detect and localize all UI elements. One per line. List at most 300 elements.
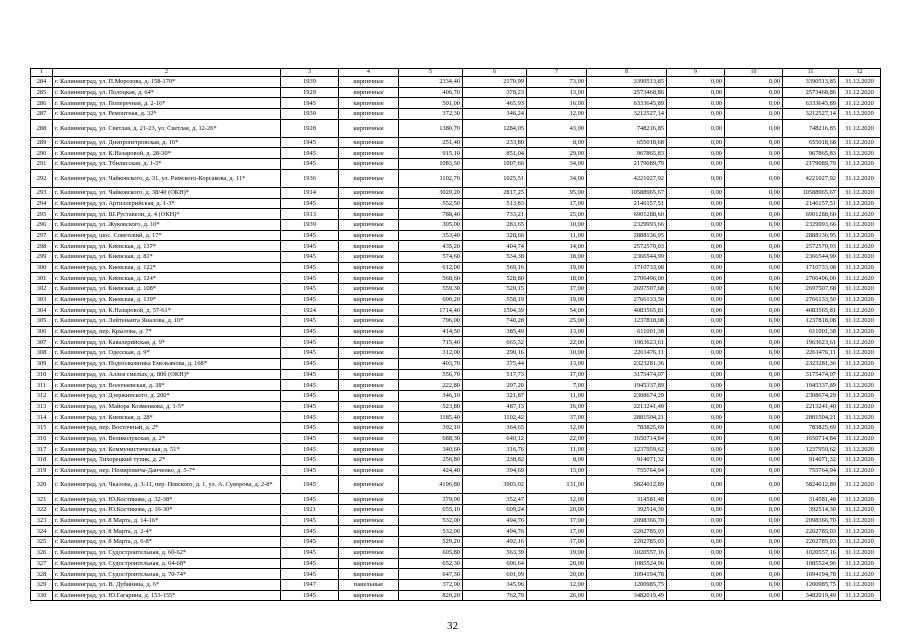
cost-col10-cell: 0,00 <box>725 537 783 548</box>
cost-col7-cell: 17,00 <box>527 537 587 548</box>
cost-col9-cell: 0,00 <box>667 465 725 476</box>
living-area-cell: 528,80 <box>463 273 527 284</box>
living-area-cell: 534,38 <box>463 251 527 262</box>
row-number-cell: 314 <box>31 412 53 423</box>
cost-col8-cell: 6333645,89 <box>587 98 667 109</box>
table-row <box>31 262 881 273</box>
cost-col11-cell: 2323281,36 <box>783 358 839 369</box>
cost-col8-cell: 2202785,03 <box>587 526 667 537</box>
living-area-cell: 665,32 <box>463 337 527 348</box>
header-cell: 3 <box>281 69 339 77</box>
wall-material-cell: кирпичные <box>339 348 399 359</box>
address-cell: г. Калининград, ул. 8 Марта, д. 2-4* <box>53 526 281 537</box>
build-year-cell: 1945 <box>281 526 339 537</box>
cost-col7-cell: 12,00 <box>527 579 587 590</box>
living-area-cell: 346,24 <box>463 109 527 120</box>
deadline-date-cell: 31.12.2020 <box>839 401 881 412</box>
cost-col11-cell: 1094194,78 <box>783 569 839 580</box>
deadline-date-cell: 31.12.2020 <box>839 187 881 198</box>
table-row <box>31 230 881 241</box>
build-year-cell: 1945 <box>281 273 339 284</box>
row-number-cell: 319 <box>31 465 53 476</box>
table-row <box>31 251 881 262</box>
deadline-date-cell: 31.12.2020 <box>839 337 881 348</box>
cost-col11-cell: 1085524,96 <box>783 558 839 569</box>
address-cell: г. Калининград, ул. К.Назаровой, д. 28-30* <box>53 148 281 159</box>
wall-material-cell: кирпичные <box>339 305 399 316</box>
cost-col11-cell: 1710733,08 <box>783 262 839 273</box>
build-year-cell: 1930 <box>281 109 339 120</box>
living-area-cell: 640,12 <box>463 433 527 444</box>
wall-material-cell: кирпичные <box>339 494 399 505</box>
row-number-cell: 292 <box>31 169 53 187</box>
living-area-cell: 378,23 <box>463 87 527 98</box>
living-area-cell: 494,76 <box>463 526 527 537</box>
cost-col8-cell: 2213241,40 <box>587 401 667 412</box>
wall-material-cell: кирпичные <box>339 369 399 380</box>
living-area-cell: 1594,39 <box>463 305 527 316</box>
row-number-cell: 293 <box>31 187 53 198</box>
cost-col8-cell: 1094194,78 <box>587 569 667 580</box>
cost-col10-cell: 0,00 <box>725 494 783 505</box>
cost-col7-cell: 18,00 <box>527 251 587 262</box>
address-cell: г. Калининград, ул. Артиллерийская, д. 1-3* <box>53 198 281 209</box>
row-number-cell: 310 <box>31 369 53 380</box>
build-year-cell: 1945 <box>281 455 339 466</box>
deadline-date-cell: 31.12.2020 <box>839 148 881 159</box>
living-area-cell: 328,66 <box>463 230 527 241</box>
cost-col7-cell: 26,00 <box>527 590 587 601</box>
total-area-cell: 1380,70 <box>399 119 463 137</box>
living-area-cell: 3903,02 <box>463 476 527 494</box>
cost-col7-cell: 12,00 <box>527 494 587 505</box>
header-cell: 6 <box>463 69 527 77</box>
cost-col9-cell: 0,00 <box>667 380 725 391</box>
cost-col9-cell: 0,00 <box>667 590 725 601</box>
living-area-cell: 733,21 <box>463 209 527 220</box>
cost-col11-cell: 2261476,11 <box>783 348 839 359</box>
cost-col10-cell: 0,00 <box>725 455 783 466</box>
build-year-cell: 1945 <box>281 547 339 558</box>
build-year-cell: 1945 <box>281 230 339 241</box>
build-year-cell: 1945 <box>281 316 339 327</box>
register-table-container <box>30 68 880 601</box>
cost-col9-cell: 0,00 <box>667 505 725 516</box>
cost-col7-cell: 73,00 <box>527 77 587 88</box>
wall-material-cell: кирпичные <box>339 109 399 120</box>
cost-col11-cell: 2366544,99 <box>783 251 839 262</box>
table-row <box>31 109 881 120</box>
cost-col9-cell: 0,00 <box>667 369 725 380</box>
living-area-cell: 385,49 <box>463 326 527 337</box>
build-year-cell: 1929 <box>281 87 339 98</box>
living-area-cell: 563,39 <box>463 547 527 558</box>
cost-col7-cell: 20,00 <box>527 569 587 580</box>
deadline-date-cell: 31.12.2020 <box>839 390 881 401</box>
build-year-cell: 1945 <box>281 198 339 209</box>
cost-col8-cell: 2261476,11 <box>587 348 667 359</box>
address-cell: г. Калининград, ул. Майора Козменкова, д. 1-5* <box>53 401 281 412</box>
address-cell: г. Калининград, ул. Коммунистическая, д. 51* <box>53 444 281 455</box>
cost-col11-cell: 10588965,67 <box>783 187 839 198</box>
total-area-cell: 652,30 <box>399 558 463 569</box>
cost-col11-cell: 2146157,51 <box>783 198 839 209</box>
cost-col9-cell: 0,00 <box>667 348 725 359</box>
total-area-cell: 820,20 <box>399 590 463 601</box>
living-area-cell: 606,64 <box>463 558 527 569</box>
wall-material-cell: кирпичные <box>339 262 399 273</box>
cost-col9-cell: 0,00 <box>667 476 725 494</box>
address-cell: г. Калининград, пер. Немировича-Данченко, д. 5-7* <box>53 465 281 476</box>
living-area-cell: 1025,51 <box>463 169 527 187</box>
cost-col7-cell: 22,00 <box>527 337 587 348</box>
cost-col11-cell: 2573468,86 <box>783 87 839 98</box>
cost-col7-cell: 16,00 <box>527 401 587 412</box>
total-area-cell: 655,10 <box>399 505 463 516</box>
row-number-cell: 329 <box>31 579 53 590</box>
cost-col11-cell: 611001,38 <box>783 326 839 337</box>
build-year-cell: 1945 <box>281 590 339 601</box>
table-row <box>31 380 881 391</box>
deadline-date-cell: 31.12.2020 <box>839 526 881 537</box>
wall-material-cell: кирпичные <box>339 137 399 148</box>
cost-col7-cell: 13,00 <box>527 87 587 98</box>
row-number-cell: 296 <box>31 219 53 230</box>
wall-material-cell: панельные <box>339 579 399 590</box>
total-area-cell: 251,40 <box>399 137 463 148</box>
cost-col9-cell: 0,00 <box>667 137 725 148</box>
total-area-cell: 305,00 <box>399 219 463 230</box>
row-number-cell: 316 <box>31 433 53 444</box>
header-cell: 1 <box>31 69 53 77</box>
total-area-cell: 1102,70 <box>399 169 463 187</box>
address-cell: г. Калининград, ул. Ш.Руставели, д. 4 (ОКН)* <box>53 209 281 220</box>
table-row <box>31 412 881 423</box>
cost-col11-cell: 6901288,60 <box>783 209 839 220</box>
cost-col11-cell: 3175474,07 <box>783 369 839 380</box>
cost-col9-cell: 0,00 <box>667 273 725 284</box>
wall-material-cell: кирпичные <box>339 187 399 198</box>
total-area-cell: 222,80 <box>399 380 463 391</box>
build-year-cell: 1945 <box>281 390 339 401</box>
cost-col9-cell: 0,00 <box>667 569 725 580</box>
deadline-date-cell: 31.12.2020 <box>839 262 881 273</box>
deadline-date-cell: 31.12.2020 <box>839 109 881 120</box>
deadline-date-cell: 31.12.2020 <box>839 273 881 284</box>
cost-col9-cell: 0,00 <box>667 579 725 590</box>
cost-col8-cell: 783825,69 <box>587 422 667 433</box>
row-number-cell: 286 <box>31 98 53 109</box>
address-cell: г. Калининград, ул. 8 Марта, д. 6-8* <box>53 537 281 548</box>
living-area-cell: 238,82 <box>463 455 527 466</box>
build-year-cell: 1914 <box>281 187 339 198</box>
cost-col7-cell: 8,00 <box>527 137 587 148</box>
wall-material-cell: кирпичные <box>339 241 399 252</box>
cost-col8-cell: 1237818,08 <box>587 316 667 327</box>
cost-col7-cell: 10,00 <box>527 219 587 230</box>
deadline-date-cell: 31.12.2020 <box>839 87 881 98</box>
cost-col10-cell: 0,00 <box>725 326 783 337</box>
cost-col11-cell: 1945337,89 <box>783 380 839 391</box>
row-number-cell: 313 <box>31 401 53 412</box>
row-number-cell: 309 <box>31 358 53 369</box>
table-row <box>31 187 881 198</box>
table-row <box>31 219 881 230</box>
table-row <box>31 401 881 412</box>
cost-col10-cell: 0,00 <box>725 505 783 516</box>
row-number-cell: 299 <box>31 251 53 262</box>
wall-material-cell: кирпичные <box>339 401 399 412</box>
cost-col9-cell: 0,00 <box>667 169 725 187</box>
living-area-cell: 569,16 <box>463 262 527 273</box>
deadline-date-cell: 31.12.2020 <box>839 537 881 548</box>
cost-col9-cell: 0,00 <box>667 148 725 159</box>
cost-col8-cell: 914071,32 <box>587 455 667 466</box>
deadline-date-cell: 31.12.2020 <box>839 219 881 230</box>
wall-material-cell: кирпичные <box>339 476 399 494</box>
wall-material-cell: кирпичные <box>339 558 399 569</box>
address-cell: г. Калининград, пер. Крылова, д. 7* <box>53 326 281 337</box>
cost-col10-cell: 0,00 <box>725 273 783 284</box>
cost-col8-cell: 5824012,89 <box>587 476 667 494</box>
address-cell: г. Калининград, ул. Полоцкая, д. 64* <box>53 87 281 98</box>
header-cell: 4 <box>339 69 399 77</box>
cost-col8-cell: 6901288,60 <box>587 209 667 220</box>
cost-col11-cell: 2572570,03 <box>783 241 839 252</box>
cost-col11-cell: 4083565,81 <box>783 305 839 316</box>
cost-col10-cell: 0,00 <box>725 284 783 295</box>
wall-material-cell: кирпичные <box>339 209 399 220</box>
total-area-cell: 256,80 <box>399 455 463 466</box>
cost-col9-cell: 0,00 <box>667 390 725 401</box>
living-area-cell: 345,96 <box>463 579 527 590</box>
cost-col10-cell: 0,00 <box>725 119 783 137</box>
row-number-cell: 315 <box>31 422 53 433</box>
build-year-cell: 1945 <box>281 380 339 391</box>
living-area-cell: 290,16 <box>463 348 527 359</box>
deadline-date-cell: 31.12.2020 <box>839 284 881 295</box>
cost-col8-cell: 2098366,70 <box>587 515 667 526</box>
cost-col8-cell: 655018,68 <box>587 137 667 148</box>
row-number-cell: 305 <box>31 316 53 327</box>
cost-col8-cell: 3175474,07 <box>587 369 667 380</box>
header-cell: 2 <box>53 69 281 77</box>
build-year-cell: 1945 <box>281 358 339 369</box>
table-row <box>31 159 881 170</box>
cost-col9-cell: 0,00 <box>667 422 725 433</box>
cost-col7-cell: 13,00 <box>527 326 587 337</box>
living-area-cell: 2817,25 <box>463 187 527 198</box>
cost-col7-cell: 17,00 <box>527 515 587 526</box>
living-area-cell: 740,28 <box>463 316 527 327</box>
deadline-date-cell: 31.12.2020 <box>839 348 881 359</box>
address-cell: г. Калининград, ул. Ю.Костикова, д. 32-38* <box>53 494 281 505</box>
row-number-cell: 311 <box>31 380 53 391</box>
build-year-cell: 1945 <box>281 241 339 252</box>
total-area-cell: 600,20 <box>399 294 463 305</box>
cost-col7-cell: 19,00 <box>527 294 587 305</box>
wall-material-cell: кирпичные <box>339 273 399 284</box>
total-area-cell: 2334,40 <box>399 77 463 88</box>
table-row <box>31 148 881 159</box>
address-cell: г. Калининград, ул. Дзержинского, д. 200* <box>53 390 281 401</box>
cost-col10-cell: 0,00 <box>725 348 783 359</box>
cost-col7-cell: 10,00 <box>527 348 587 359</box>
cost-col9-cell: 0,00 <box>667 316 725 327</box>
cost-col9-cell: 0,00 <box>667 294 725 305</box>
cost-col11-cell: 748216,85 <box>783 119 839 137</box>
cost-col9-cell: 0,00 <box>667 241 725 252</box>
deadline-date-cell: 31.12.2020 <box>839 476 881 494</box>
cost-col11-cell: 2213241,40 <box>783 401 839 412</box>
total-area-cell: 788,40 <box>399 209 463 220</box>
cost-col9-cell: 0,00 <box>667 305 725 316</box>
cost-col10-cell: 0,00 <box>725 294 783 305</box>
cost-col7-cell: 11,00 <box>527 390 587 401</box>
header-cell: 12 <box>839 69 881 77</box>
table-row <box>31 326 881 337</box>
cost-col7-cell: 34,00 <box>527 169 587 187</box>
cost-col10-cell: 0,00 <box>725 109 783 120</box>
living-area-cell: 2170,99 <box>463 77 527 88</box>
cost-col8-cell: 748216,85 <box>587 119 667 137</box>
table-row <box>31 305 881 316</box>
total-area-cell: 688,30 <box>399 433 463 444</box>
living-area-cell: 494,76 <box>463 515 527 526</box>
living-area-cell: 517,73 <box>463 369 527 380</box>
cost-col8-cell: 3390513,85 <box>587 77 667 88</box>
table-row <box>31 316 881 327</box>
address-cell: г. Калининград, ул. Киевская, д. 124* <box>53 273 281 284</box>
cost-col7-cell: 22,00 <box>527 433 587 444</box>
cost-col10-cell: 0,00 <box>725 401 783 412</box>
total-area-cell: 532,00 <box>399 515 463 526</box>
cost-col10-cell: 0,00 <box>725 77 783 88</box>
total-area-cell: 353,40 <box>399 230 463 241</box>
table-row <box>31 590 881 601</box>
table-row <box>31 98 881 109</box>
build-year-cell: 1945 <box>281 251 339 262</box>
deadline-date-cell: 31.12.2020 <box>839 494 881 505</box>
cost-col11-cell: 755764,94 <box>783 465 839 476</box>
cost-col8-cell: 2697507,68 <box>587 284 667 295</box>
build-year-cell: 1945 <box>281 494 339 505</box>
address-cell: г. Калининград, ул. 8 Марта, д. 14-16* <box>53 515 281 526</box>
row-number-cell: 323 <box>31 515 53 526</box>
table-row <box>31 422 881 433</box>
deadline-date-cell: 31.12.2020 <box>839 198 881 209</box>
wall-material-cell: кирпичные <box>339 422 399 433</box>
address-cell: г. Калининград, ул. Судостроительная, д. 60-62* <box>53 547 281 558</box>
total-area-cell: 340,60 <box>399 444 463 455</box>
cost-col9-cell: 0,00 <box>667 515 725 526</box>
living-area-cell: 601,99 <box>463 569 527 580</box>
row-number-cell: 285 <box>31 87 53 98</box>
cost-col7-cell: 25,00 <box>527 316 587 327</box>
living-area-cell: 207,20 <box>463 380 527 391</box>
cost-col11-cell: 2766133,50 <box>783 294 839 305</box>
cost-col7-cell: 17,00 <box>527 198 587 209</box>
cost-col10-cell: 0,00 <box>725 219 783 230</box>
cost-col9-cell: 0,00 <box>667 455 725 466</box>
cost-col11-cell: 1200985,75 <box>783 579 839 590</box>
wall-material-cell: кирпичные <box>339 198 399 209</box>
wall-material-cell: кирпичные <box>339 380 399 391</box>
deadline-date-cell: 31.12.2020 <box>839 251 881 262</box>
wall-material-cell: кирпичные <box>339 294 399 305</box>
wall-material-cell: кирпичные <box>339 251 399 262</box>
cost-col10-cell: 0,00 <box>725 444 783 455</box>
cost-col10-cell: 0,00 <box>725 422 783 433</box>
table-row <box>31 369 881 380</box>
build-year-cell: 1945 <box>281 465 339 476</box>
row-number-cell: 302 <box>31 284 53 295</box>
total-area-cell: 915,10 <box>399 148 463 159</box>
wall-material-cell: кирпичные <box>339 505 399 516</box>
living-area-cell: 558,19 <box>463 294 527 305</box>
build-year-cell: 1945 <box>281 569 339 580</box>
row-number-cell: 307 <box>31 337 53 348</box>
build-year-cell: 1945 <box>281 148 339 159</box>
row-number-cell: 320 <box>31 476 53 494</box>
row-number-cell: 304 <box>31 305 53 316</box>
cost-col11-cell: 2706496,00 <box>783 273 839 284</box>
row-number-cell: 301 <box>31 273 53 284</box>
cost-col8-cell: 1650714,84 <box>587 433 667 444</box>
build-year-cell: 1939 <box>281 219 339 230</box>
total-area-cell: 796,00 <box>399 316 463 327</box>
deadline-date-cell: 31.12.2020 <box>839 465 881 476</box>
cost-col10-cell: 0,00 <box>725 465 783 476</box>
wall-material-cell: кирпичные <box>339 326 399 337</box>
table-row <box>31 77 881 88</box>
cost-col11-cell: 3390513,85 <box>783 77 839 88</box>
address-cell: г. Калининград, ул. Волочаевская, д. 38* <box>53 380 281 391</box>
table-row <box>31 505 881 516</box>
cost-col7-cell: 13,00 <box>527 358 587 369</box>
living-area-cell: 1102,42 <box>463 412 527 423</box>
cost-col8-cell: 3212527,14 <box>587 109 667 120</box>
table-row <box>31 579 881 590</box>
table-row <box>31 465 881 476</box>
cost-col11-cell: 2179089,79 <box>783 159 839 170</box>
deadline-date-cell: 31.12.2020 <box>839 579 881 590</box>
build-year-cell: 1928 <box>281 119 339 137</box>
table-row <box>31 515 881 526</box>
table-row <box>31 476 881 494</box>
cost-col10-cell: 0,00 <box>725 187 783 198</box>
header-cell: 8 <box>587 69 667 77</box>
address-cell: г. Калининград, ул. Киевская, д. 139* <box>53 294 281 305</box>
living-area-cell: 283,65 <box>463 219 527 230</box>
cost-col10-cell: 0,00 <box>725 412 783 423</box>
wall-material-cell: кирпичные <box>339 569 399 580</box>
cost-col9-cell: 0,00 <box>667 401 725 412</box>
cost-col8-cell: 1963623,61 <box>587 337 667 348</box>
header-cell: 10 <box>725 69 783 77</box>
wall-material-cell: кирпичные <box>339 159 399 170</box>
cost-col10-cell: 0,00 <box>725 547 783 558</box>
table-row <box>31 433 881 444</box>
wall-material-cell: кирпичные <box>339 316 399 327</box>
build-year-cell: 1945 <box>281 284 339 295</box>
address-cell: г. Калининград, шос. Советский, д. 17* <box>53 230 281 241</box>
table-row <box>31 358 881 369</box>
cost-col9-cell: 0,00 <box>667 209 725 220</box>
address-cell: г. Калининград, ул. Подполковника Емельянова, д. 168* <box>53 358 281 369</box>
cost-col7-cell: 19,00 <box>527 547 587 558</box>
build-year-cell: 1921 <box>281 505 339 516</box>
